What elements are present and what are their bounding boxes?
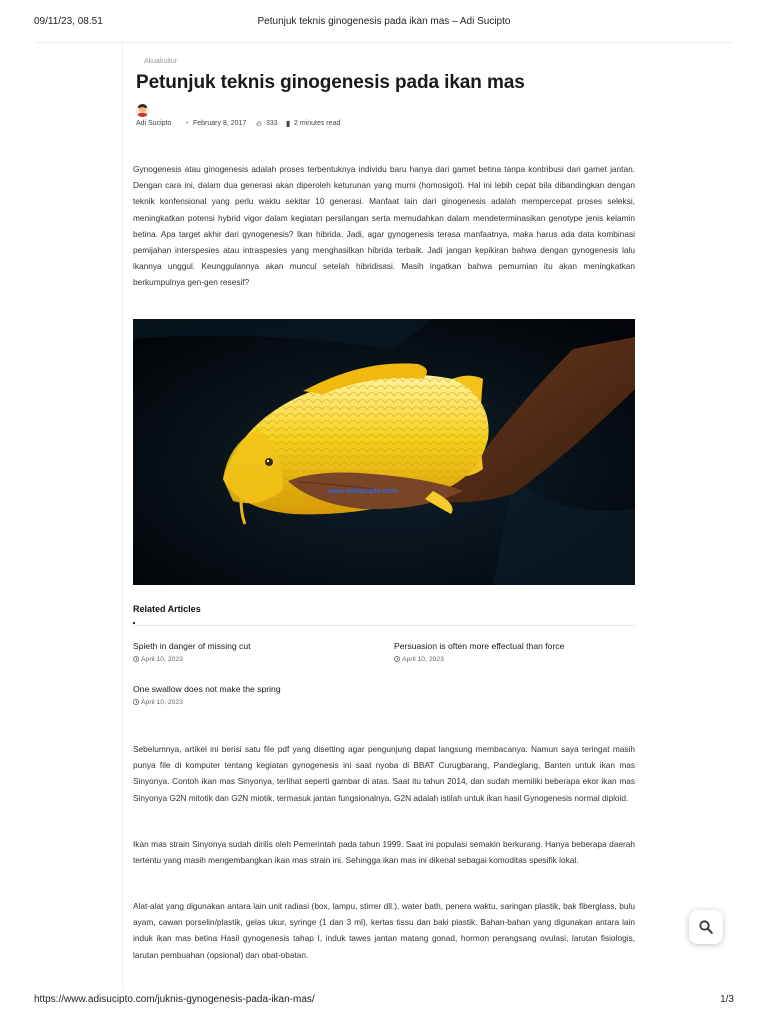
view-count: 333 xyxy=(266,120,278,127)
flame-icon: 🔥︎ xyxy=(256,119,262,128)
print-url[interactable]: https://www.adisucipto.com/juknis-gynogenesis-pada-ikan-mas/ xyxy=(34,994,315,1005)
related-divider xyxy=(133,625,635,626)
print-page-title: Petunjuk teknis ginogenesis pada ikan mas – Adi Sucipto xyxy=(257,16,511,27)
clock-icon xyxy=(133,656,139,662)
related-article-item[interactable] xyxy=(133,684,281,706)
related-article-date: April 10, 2023 xyxy=(133,699,281,706)
related-article-title[interactable]: Spieth in danger of missing cut xyxy=(133,641,251,651)
related-article-date: April 10, 2023 xyxy=(133,656,251,663)
bookmark-icon: ▮ xyxy=(286,119,291,128)
print-header xyxy=(34,16,734,30)
meta-separator: • xyxy=(186,120,189,127)
article-paragraph: Gynogenesis atau ginogenesis adalah proses terbentuknya individu baru hanya dari gamet betina tanpa kontribusi dari gamet jantan. Dengan cara ini, dalam dua generasi akan diperoleh keturunan yang murni (homosigot). Hal ini lebih cepat bila dibandingkan dengan teknik konfensional yang perlu waktu sekitar 10 generasi. Manfaat lain dari ginogenesis adalah mempercepat proses seleksi, meningkatkan potensi hybrid vigor dalam kegiatan persilangan serta memudahkan dalam mendeterminasikan genotype jenis kelamin betina. Apa target akhir dari gynogenesis? Ikan hibrida. Jadi, agar gynogenesis terasa manfaatnya, maka harus ada data kombinasi pemijahan interspesies atau intraspesies yang menghasilkan hibrida terbaik. Jadi jangan kepikiran bahwa dengan gynogenesis lalu ikannya unggul. Keunggulannya akan muncul setelah hibridisasi. Masih ingatkan bahwa pemurnian itu akan meningkatkan berkumpulnya gen-gen resesif? xyxy=(133,164,635,288)
content-left-border xyxy=(122,42,123,990)
article-title: Petunjuk teknis ginogenesis pada ikan mas xyxy=(136,72,525,93)
clock-icon xyxy=(133,699,139,705)
search-icon xyxy=(699,920,713,934)
related-article-item[interactable] xyxy=(133,641,251,663)
print-datetime: 09/11/23, 08.51 xyxy=(34,16,103,27)
author-avatar[interactable] xyxy=(136,104,149,117)
related-article-title[interactable]: Persuasion is often more effectual than force xyxy=(394,641,565,651)
article-image-golden-carp xyxy=(133,319,635,585)
related-accent xyxy=(133,622,135,624)
related-articles-heading: Related Articles xyxy=(133,604,201,614)
publish-date: February 8, 2017 xyxy=(193,120,247,127)
top-divider xyxy=(36,42,732,43)
clock-icon xyxy=(394,656,400,662)
search-button[interactable] xyxy=(689,910,723,944)
related-article-title[interactable]: One swallow does not make the spring xyxy=(133,684,281,694)
print-footer xyxy=(34,994,734,1008)
related-article-item[interactable] xyxy=(394,641,564,663)
print-page-number: 1/3 xyxy=(720,994,734,1005)
related-article-date: April 10, 2023 xyxy=(394,656,564,663)
article-paragraph: Alat-alat yang digunakan antara lain unit radiasi (box, lampu, stirrer dll.), water bath, penera waktu, saringan plastik, bak fiberglass, bulu ayam, cawan porselin/plastik, gelas ukur, syringe (1 dan 3 ml), kertas tissu dan baki plastik. Bahan-bahan yang digunakan antara lain induk ikan mas betina Hasil gynogenesis tahap I, induk tawes jantan matang gonad, hormon perangsang ovulasi, larutan fisiologis, larutan pembuahan (opsional) dan obat-obatan. xyxy=(133,901,635,960)
read-time: 2 minutes read xyxy=(294,120,341,127)
image-watermark: www.adisucipto.com xyxy=(328,488,398,495)
author-name[interactable]: Adi Sucipto xyxy=(136,120,172,127)
article-paragraph: Ikan mas strain Sinyonya sudah dirilis oleh Pemerintah pada tahun 1999. Saat ini populasi semakin berkurang. Hanya beberapa daerah tertentu yang masih mengembangkan ikan mas strain ini. Sehingga ikan mas ini dikenal sebagai komoditas spesifik lokal. xyxy=(133,839,635,866)
article-paragraph: Sebelumnya, artikel ini berisi satu file pdf yang disetting agar pengunjung dapat langsung membacanya. Namun saya teringat masih punya file di komputer tentang kegiatan gynogenesis ini saat nyoba di BBAT Curugbarang, Pandeglang, Banten untuk ikan mas Sinyonya. Contoh ikan mas Sinyonya, terlihat seperti gambar di atas. Saat itu tahun 2014, dan sudah memiliki beberapa ekor ikan mas Sinyonya G2N mitotik dan G2N miotik, termasuk jantan fungsionalnya. G2N adalah istilah untuk ikan hasil Gynogenesis normal diploid. xyxy=(133,744,635,803)
article-category[interactable]: Akuakultur xyxy=(144,58,178,65)
